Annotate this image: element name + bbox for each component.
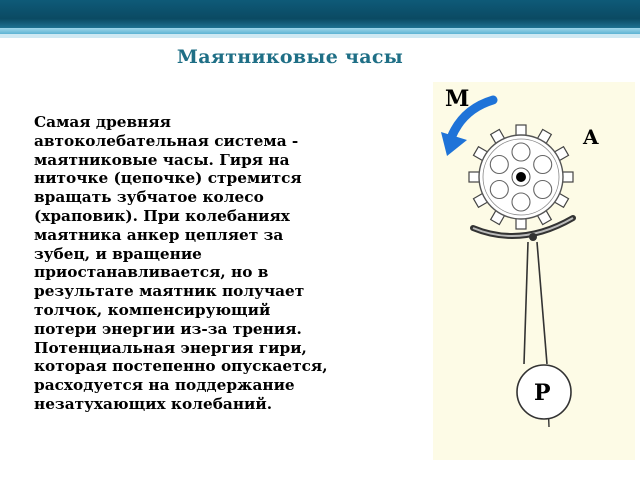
slide-body-text: Самая древняя автоколебательная система - маятниковые часы. Гиря на ниточке (цепочке) стремится вращать зубчатое колесо (храповик). При колебаниях маятника анкер цепляет за зубец, и вращение приостанавливается, но в результате маятник получает толчок, компенсирующий потери энергии из-за трения. Потенциальная энергия гири, которая постепенно опускается, расходуется на поддержание незатухающих колебаний. — [34, 113, 328, 413]
header-bar — [0, 0, 640, 34]
pendulum-rod-right — [537, 242, 547, 364]
pendulum-clock-figure — [433, 82, 635, 460]
anchor-pivot — [529, 233, 537, 241]
weight-label: P — [534, 380, 551, 406]
pendulum-clock-drawing — [433, 82, 635, 460]
slide-title: Маятниковые часы — [176, 46, 404, 68]
ratchet-label: A — [583, 125, 599, 149]
header-accent-strip — [0, 34, 640, 38]
ratchet-wheel — [469, 125, 573, 229]
pendulum-rod-left — [524, 242, 528, 364]
moment-label: M — [445, 86, 470, 112]
